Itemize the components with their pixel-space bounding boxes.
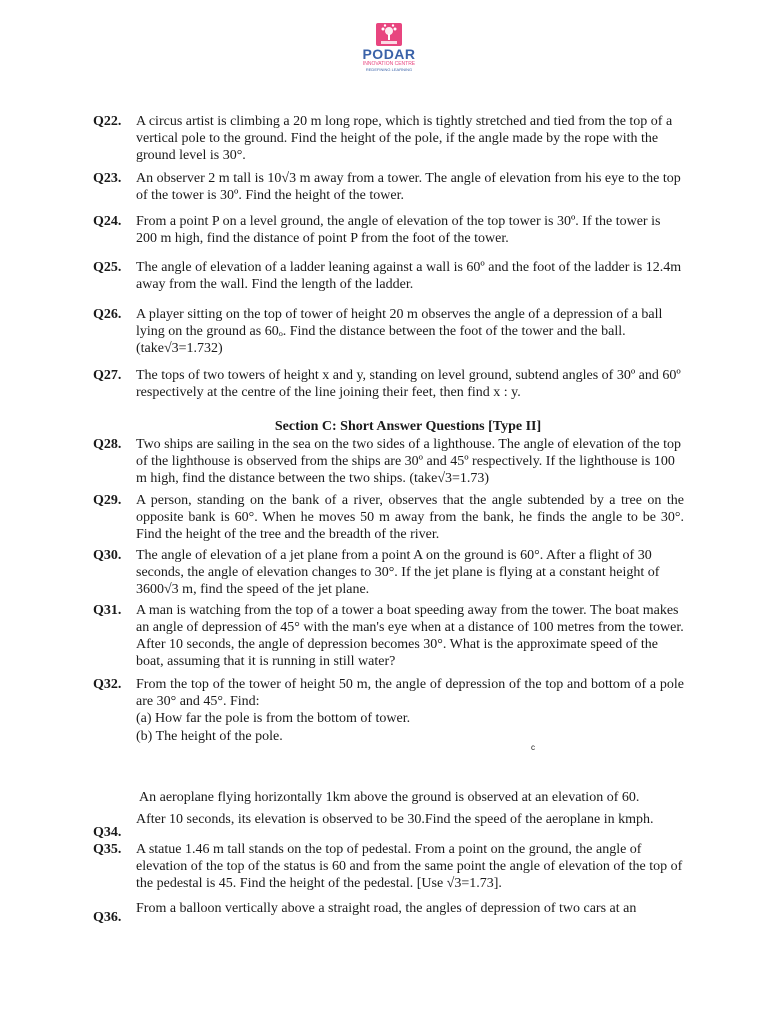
logo-subtag: REDEFINING LEARNING bbox=[365, 67, 413, 72]
q34-line-1: An aeroplane flying horizontally 1km above the ground is observed at an elevation of 60. bbox=[139, 790, 640, 805]
q36-text: From a balloon vertically above a straight road, the angles of depression of two cars at an bbox=[136, 901, 637, 916]
question-number: Q25. bbox=[93, 260, 122, 275]
section-heading: Section C: Short Answer Questions [Type II] bbox=[274, 419, 542, 434]
logo-tagline: INNOVATION CENTRE bbox=[362, 61, 416, 67]
question-text: Two ships are sailing in the sea on the two sides of a lighthouse. The angle of elevation of the top of the lighthouse is observed from the ships are 30º and 45º respectively. If the lighthouse is 100 m high, find the distance between the two ships. (take√3=1.73) bbox=[136, 437, 682, 486]
question-text: From a point P on a level ground, the angle of elevation of the top tower is 30º. If the tower is 200 m high, find the distance of point P from the foot of the tower. bbox=[136, 214, 661, 246]
question-number: Q30. bbox=[93, 548, 122, 563]
question-number-q36: Q36. bbox=[93, 910, 122, 925]
question-text: The tops of two towers of height x and y, standing on level ground, subtend angles of 30º and 60º respectively at the centre of the line joining their feet, then find x : y. bbox=[136, 368, 681, 400]
question-number-q34: Q34. bbox=[93, 825, 122, 840]
question-number: Q23. bbox=[93, 171, 122, 186]
stray-mark: c bbox=[531, 743, 535, 752]
question-text: The angle of elevation of a ladder leaning against a wall is 60º and the foot of the ladder is 12.4m away from the wall. Find the length of the ladder. bbox=[136, 260, 682, 292]
question-text: An observer 2 m tall is 10√3 m away from a tower. The angle of elevation from his eye to the top of the tower is 30º. Find the height of the tower. bbox=[136, 171, 681, 203]
logo-name: PODAR bbox=[362, 46, 416, 62]
question-text bbox=[136, 676, 684, 745]
q34-line-2: After 10 seconds, its elevation is observed to be 30.Find the speed of the aeroplane in kmph. bbox=[136, 812, 654, 827]
question-number: Q29. bbox=[93, 493, 122, 508]
question-number: Q28. bbox=[93, 437, 122, 452]
podar-logo bbox=[354, 20, 424, 76]
question-text: A player sitting on the top of tower of height 20 m observes the angle of a depression of a ball lying on the ground as 60ₒ. Find the distance between the foot of the tower and the ball. (take√3=1.732) bbox=[136, 307, 663, 356]
question-text: A person, standing on the bank of a river, observes that the angle subtended by a tree on the opposite bank is 60°. When he moves 50 m away from the bank, he finds the angle to be 30°. Find the height of the tree and the breadth of the river. bbox=[136, 493, 684, 542]
question-part-a: (a) How far the pole is from the bottom of tower. bbox=[136, 711, 411, 726]
question-text: A statue 1.46 m tall stands on the top of pedestal. From a point on the ground, the angle of elevation of the top of the status is 60 and from the same point the angle of elevation of the top of the pedestal is 45. Find the height of the pedestal. [Use √3=1.73]. bbox=[136, 842, 683, 891]
question-number: Q22. bbox=[93, 114, 122, 129]
question-text: The angle of elevation of a jet plane from a point A on the ground is 60°. After a flight of 30 seconds, the angle of elevation changes to 30°. If the jet plane is flying at a constant height of 3600√3 m, find the speed of the jet plane. bbox=[136, 548, 660, 597]
question-number: Q26. bbox=[93, 307, 122, 322]
question-text: A man is watching from the top of a tower a boat speeding away from the tower. The boat makes an angle of depression of 45° with the man's eye when at a distance of 100 metres from the tower. After 10 seconds, the angle of depression becomes 30°. What is the approximate speed of the boat, assuming that it is running in still water? bbox=[136, 603, 684, 669]
question-number: Q35. bbox=[93, 842, 122, 857]
question-number: Q24. bbox=[93, 214, 122, 229]
tree-icon bbox=[376, 23, 402, 46]
question-part-b: (b) The height of the pole. bbox=[136, 729, 283, 744]
question-number: Q31. bbox=[93, 603, 122, 618]
question-number: Q32. bbox=[93, 677, 122, 692]
question-text: A circus artist is climbing a 20 m long rope, which is tightly stretched and tied from the top of a vertical pole to the ground. Find the height of the pole, if the angle made by the rope with the ground level is 30°. bbox=[136, 114, 673, 163]
question-number: Q27. bbox=[93, 368, 122, 383]
question-body: From the top of the tower of height 50 m, the angle of depression of the top and bottom of a pole are 30° and 45°. Find: bbox=[136, 677, 684, 709]
